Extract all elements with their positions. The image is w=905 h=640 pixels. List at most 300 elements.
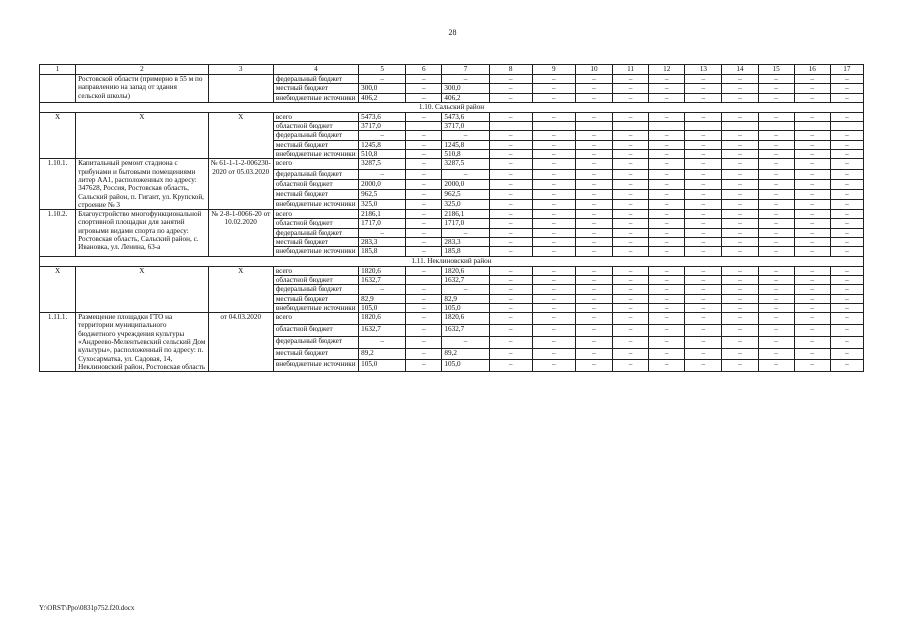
value-col11: – [613,275,649,284]
value-col13: – [685,75,722,84]
value-col12: – [649,84,685,93]
value-col9: – [532,93,575,102]
value-col14: – [722,140,758,149]
value-col6: – [406,336,442,348]
column-number: 2 [76,65,208,75]
value-col17: – [830,219,863,228]
value-col17: – [830,275,863,284]
value-col14: – [722,228,758,237]
source-label: всего [273,112,358,121]
value-col16: – [794,112,830,121]
value-col15: – [758,131,794,140]
value-col11: – [613,140,649,149]
source-label: областной бюджет [273,275,358,284]
value-col8: – [489,210,532,219]
value-col11: – [613,93,649,102]
value-col10: – [575,275,612,284]
value-col14: – [722,247,758,256]
value-col14: – [722,360,758,372]
value-col8: – [489,266,532,275]
value-total: 89,2 [359,348,406,360]
value-col12: – [649,189,685,199]
table-row [40,112,864,121]
value-total: 82,9 [359,294,406,303]
value-col10: – [575,150,612,159]
value-col7: 300,0 [442,84,489,93]
value-col17: – [830,336,863,348]
value-col8: – [489,112,532,121]
source-label: федеральный бюджет [273,169,358,179]
value-col12: – [649,313,685,325]
value-col13: – [685,112,722,121]
value-col12: – [649,247,685,256]
value-col12: – [649,303,685,312]
value-col8: – [489,228,532,237]
value-col17: – [830,159,863,169]
value-total: – [359,75,406,84]
value-col12: – [649,179,685,189]
source-label: всего [273,210,358,219]
value-col13: – [685,247,722,256]
value-col13: – [685,313,722,325]
value-col15: – [758,84,794,93]
section-title-neklinovsky: 1.11. Неклиновский район [40,256,864,266]
value-total: 185,8 [359,247,406,256]
value-col14: – [722,159,758,169]
value-col10: – [575,112,612,121]
column-number: 14 [722,65,758,75]
value-col6: – [406,360,442,372]
value-col17: – [830,294,863,303]
value-col14: – [722,348,758,360]
budget-table [39,64,864,372]
value-col6: – [406,84,442,93]
value-col8: – [489,348,532,360]
source-label: внебюджетные источники [273,303,358,312]
value-col16: – [794,200,830,210]
value-col17: – [830,285,863,294]
value-col9: – [532,131,575,140]
value-col8: – [489,179,532,189]
value-col16: – [794,238,830,247]
source-label: всего [273,266,358,275]
value-col16: – [794,266,830,275]
value-col7: – [442,285,489,294]
column-number: 10 [575,65,612,75]
value-col11: – [613,266,649,275]
value-col8: – [489,131,532,140]
value-col12: – [649,219,685,228]
value-total: 3717,0 [359,122,406,131]
value-col11: – [613,238,649,247]
value-total: 5473,6 [359,112,406,121]
value-col6: – [406,324,442,336]
value-col7: 82,9 [442,294,489,303]
value-col15: – [758,219,794,228]
value-col13: – [685,140,722,149]
value-col14: – [722,275,758,284]
value-col8: – [489,324,532,336]
source-label: местный бюджет [273,189,358,199]
value-col15: – [758,313,794,325]
value-col14: – [722,285,758,294]
value-col8: – [489,360,532,372]
value-col10: – [575,303,612,312]
value-col15: – [758,336,794,348]
value-col12: – [649,75,685,84]
value-col7: – [442,131,489,140]
value-col17: – [830,150,863,159]
value-total: 1632,7 [359,275,406,284]
value-col15: – [758,200,794,210]
value-total: 1245,8 [359,140,406,149]
value-col17: – [830,210,863,219]
value-col15: – [758,140,794,149]
value-col8: – [489,169,532,179]
value-col15: – [758,112,794,121]
value-col9: – [532,179,575,189]
value-col13: – [685,324,722,336]
value-col14: – [722,75,758,84]
page-number: 28 [448,28,457,37]
value-col12: – [649,275,685,284]
column-number: 6 [406,65,442,75]
value-col14: – [722,131,758,140]
x-mark: Х [208,112,273,158]
value-col17 [830,122,863,131]
value-col12: – [649,266,685,275]
value-col6: – [406,303,442,312]
value-col11: – [613,210,649,219]
value-total: 510,8 [359,150,406,159]
value-col17: – [830,169,863,179]
value-col11: – [613,200,649,210]
value-col7: 325,0 [442,200,489,210]
row-number: 1.10.1. [40,159,76,210]
value-col8 [489,122,532,131]
value-col16: – [794,285,830,294]
value-total: 325,0 [359,200,406,210]
value-col16: – [794,313,830,325]
value-col9: – [532,313,575,325]
value-col11: – [613,179,649,189]
value-col10: – [575,84,612,93]
source-label: внебюджетные источники [273,247,358,256]
value-col13: – [685,360,722,372]
value-col6: – [406,169,442,179]
value-col12: – [649,150,685,159]
value-total: – [359,285,406,294]
value-col8: – [489,219,532,228]
value-col6: – [406,210,442,219]
value-col15: – [758,169,794,179]
value-col11: – [613,247,649,256]
value-col15: – [758,275,794,284]
value-col7: – [442,169,489,179]
value-col14: – [722,112,758,121]
value-col8: – [489,159,532,169]
value-col6: – [406,189,442,199]
value-col10: – [575,219,612,228]
value-total: 1820,6 [359,313,406,325]
value-col7: 2000,0 [442,179,489,189]
value-col11: – [613,336,649,348]
column-number: 8 [489,65,532,75]
value-col9: – [532,294,575,303]
row-number: 1.11.1. [40,313,76,372]
document-number [208,75,273,103]
value-col9: – [532,303,575,312]
value-col12: – [649,169,685,179]
value-col8: – [489,93,532,102]
value-col13 [685,122,722,131]
column-number: 7 [442,65,489,75]
value-col13: – [685,303,722,312]
column-number: 16 [794,65,830,75]
value-col10: – [575,159,612,169]
value-col9: – [532,360,575,372]
column-number: 9 [532,65,575,75]
value-col8: – [489,303,532,312]
value-col10: – [575,238,612,247]
value-col8: – [489,313,532,325]
value-col17: – [830,140,863,149]
column-number: 3 [208,65,273,75]
value-col17: – [830,238,863,247]
column-number: 5 [359,65,406,75]
value-col10: – [575,324,612,336]
x-mark: Х [40,266,76,312]
table-row [40,313,864,325]
value-col16: – [794,93,830,102]
source-label: федеральный бюджет [273,336,358,348]
value-total: 2186,1 [359,210,406,219]
source-label: внебюджетные источники [273,360,358,372]
value-col9: – [532,112,575,121]
value-col16: – [794,210,830,219]
value-total: 1820,6 [359,266,406,275]
value-col11: – [613,169,649,179]
value-col9: – [532,266,575,275]
source-label: местный бюджет [273,140,358,149]
value-col16: – [794,75,830,84]
source-label: федеральный бюджет [273,228,358,237]
value-col7: 1820,6 [442,266,489,275]
value-col15 [758,122,794,131]
value-col13: – [685,294,722,303]
value-col16: – [794,247,830,256]
value-col14: – [722,313,758,325]
source-label: федеральный бюджет [273,131,358,140]
value-col11: – [613,228,649,237]
value-col6: – [406,131,442,140]
value-col11: – [613,285,649,294]
value-col8: – [489,336,532,348]
value-total: 105,0 [359,303,406,312]
value-col16: – [794,169,830,179]
value-col17: – [830,324,863,336]
column-number: 13 [685,65,722,75]
value-col17: – [830,189,863,199]
footer-file-path: Y:\ORST\Ppo\0831p752.f20.docx [39,604,135,612]
value-col7: 1245,8 [442,140,489,149]
value-col16: – [794,303,830,312]
value-total: – [359,169,406,179]
value-total: – [359,131,406,140]
value-total: – [359,228,406,237]
value-col11: – [613,159,649,169]
value-col15: – [758,75,794,84]
value-col9: – [532,140,575,149]
value-col16: – [794,275,830,284]
value-col8: – [489,285,532,294]
value-col9: – [532,238,575,247]
value-col6: – [406,140,442,149]
value-col10: – [575,210,612,219]
value-col17: – [830,200,863,210]
value-col14: – [722,179,758,189]
value-col7: 406,2 [442,93,489,102]
value-col9: – [532,219,575,228]
source-label: местный бюджет [273,348,358,360]
value-col6: – [406,159,442,169]
value-col14: – [722,93,758,102]
value-col15: – [758,266,794,275]
value-col16: – [794,360,830,372]
value-col13: – [685,131,722,140]
value-col7: 89,2 [442,348,489,360]
value-col6: – [406,150,442,159]
value-col12: – [649,131,685,140]
value-col16: – [794,150,830,159]
value-col16: – [794,219,830,228]
source-label: федеральный бюджет [273,285,358,294]
value-col16: – [794,131,830,140]
value-col11: – [613,348,649,360]
value-col13: – [685,336,722,348]
source-label: внебюджетные источники [273,200,358,210]
x-mark: Х [76,266,208,312]
value-col14: – [722,84,758,93]
value-col17: – [830,360,863,372]
value-col15: – [758,247,794,256]
value-col17: – [830,75,863,84]
value-col15: – [758,294,794,303]
value-col17: – [830,131,863,140]
value-col14: – [722,210,758,219]
value-col10: – [575,179,612,189]
value-col9: – [532,84,575,93]
value-col6: – [406,247,442,256]
value-col16: – [794,348,830,360]
column-number: 15 [758,65,794,75]
value-col7: – [442,75,489,84]
value-col12: – [649,336,685,348]
value-col12: – [649,140,685,149]
value-col10: – [575,131,612,140]
value-col10: – [575,285,612,294]
value-total: – [359,336,406,348]
value-col10: – [575,336,612,348]
value-col9: – [532,210,575,219]
source-label: всего [273,313,358,325]
value-col11: – [613,360,649,372]
source-label: внебюджетные источники [273,150,358,159]
value-col13: – [685,84,722,93]
value-col11: – [613,75,649,84]
value-col15: – [758,189,794,199]
table-row [40,210,864,219]
value-col15: – [758,238,794,247]
value-col8: – [489,294,532,303]
value-col7: – [442,228,489,237]
value-total: 406,2 [359,93,406,102]
value-total: 283,3 [359,238,406,247]
value-total: 1632,7 [359,324,406,336]
value-col6: – [406,179,442,189]
value-col7: 105,0 [442,303,489,312]
value-col13: – [685,210,722,219]
value-col6: – [406,219,442,228]
value-col6: – [406,228,442,237]
column-number: 1 [40,65,76,75]
value-col7: 105,0 [442,360,489,372]
value-col13: – [685,150,722,159]
row-number: 1.10.2. [40,210,76,256]
value-col14: – [722,219,758,228]
value-col10: – [575,169,612,179]
value-col9: – [532,200,575,210]
value-col14: – [722,294,758,303]
value-col17: – [830,303,863,312]
value-col15: – [758,150,794,159]
value-col17: – [830,179,863,189]
value-col14: – [722,189,758,199]
column-number: 17 [830,65,863,75]
value-col14: – [722,238,758,247]
value-col14 [722,122,758,131]
value-col15: – [758,210,794,219]
value-col13: – [685,93,722,102]
value-col16: – [794,189,830,199]
document-number: № 61-1-1-2-006230-2020 от 05.03.2020 [208,159,273,210]
value-col11 [613,122,649,131]
value-col16: – [794,294,830,303]
value-col17: – [830,228,863,237]
value-col13: – [685,266,722,275]
value-col7: 185,8 [442,247,489,256]
x-mark: Х [40,112,76,158]
column-number: 11 [613,65,649,75]
value-col11: – [613,131,649,140]
value-col6: – [406,238,442,247]
source-label: местный бюджет [273,84,358,93]
value-col9: – [532,189,575,199]
value-col16: – [794,159,830,169]
value-col13: – [685,159,722,169]
value-col12: – [649,348,685,360]
value-col12: – [649,159,685,169]
value-col9 [532,122,575,131]
value-col10: – [575,75,612,84]
document-number: № 2-8-1-0066-20 от 10.02.2020 [208,210,273,256]
value-col7: – [442,336,489,348]
source-label: всего [273,159,358,169]
value-col8: – [489,275,532,284]
value-col10: – [575,140,612,149]
source-label: федеральный бюджет [273,75,358,84]
value-col7: 1632,7 [442,275,489,284]
